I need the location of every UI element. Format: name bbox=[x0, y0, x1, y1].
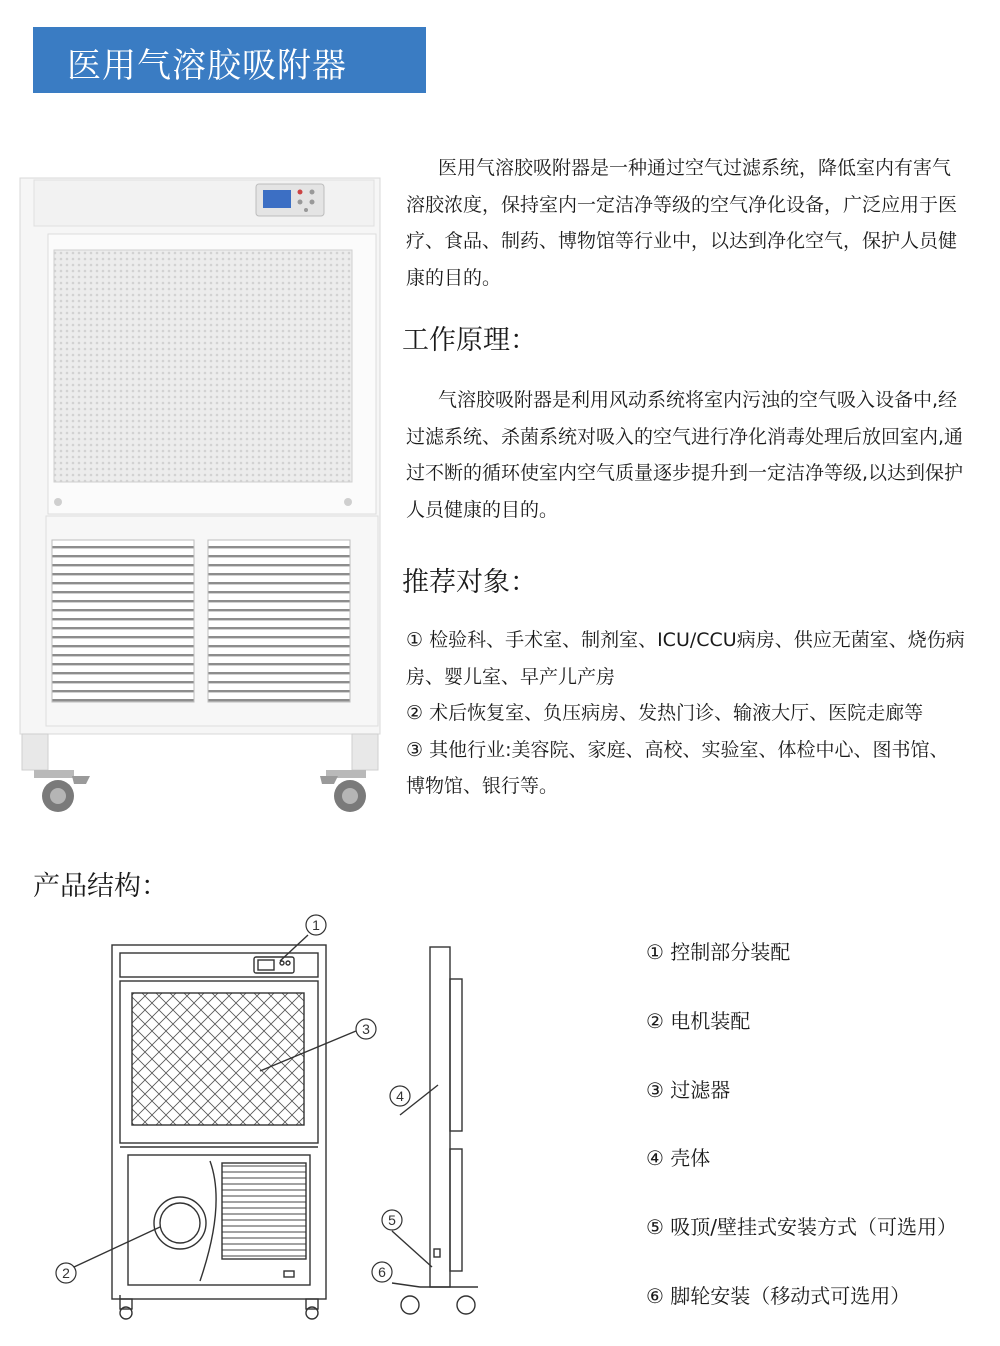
callout-1: 1 bbox=[312, 917, 320, 933]
legend-item-3: ③ 过滤器 bbox=[646, 1078, 731, 1102]
title-banner bbox=[33, 27, 426, 93]
principle-paragraph: 气溶胶吸附器是利用风动系统将室内污浊的空气吸入设备中,经过滤系统、杀菌系统对吸入的空气进行净化消毒处理后放回室内,通过不断的循环使室内空气质量逐步提升到一定洁净等级,以达到保护人员健康的目的。 bbox=[406, 389, 964, 521]
page-title: 医用气溶胶吸附器 bbox=[67, 46, 347, 86]
caster-right bbox=[320, 770, 366, 812]
callout-4: 4 bbox=[396, 1088, 404, 1104]
target-item-3: ③ 其他行业:美容院、家庭、高校、实验室、体检中心、图书馆、博物馆、银行等。 bbox=[406, 738, 949, 797]
targets-heading: 推荐对象： bbox=[402, 567, 537, 598]
targets-list bbox=[406, 622, 966, 805]
side-diagram bbox=[370, 935, 500, 1325]
intro-paragraph: 医用气溶胶吸附器是一种通过空气过滤系统，降低室内有害气溶胶浓度，保持室内一定洁净等级的空气净化设备，广泛应用于医疗、食品、制药、博物馆等行业中，以达到净化空气，保护人员健康的目的。 bbox=[406, 157, 958, 289]
callout-5: 5 bbox=[388, 1212, 396, 1228]
legend-item-5: ⑤ 吸顶/壁挂式安装方式（可选用） bbox=[646, 1215, 958, 1239]
callout-2: 2 bbox=[62, 1265, 70, 1281]
legend-item-4: ④ 壳体 bbox=[646, 1146, 711, 1170]
legend-item-1: ① 控制部分装配 bbox=[646, 940, 791, 964]
front-casters bbox=[120, 1299, 318, 1319]
target-item-2: ② 术后恢复室、负压病房、发热门诊、输液大厅、医院走廊等 bbox=[406, 702, 924, 724]
legend-item-2: ② 电机装配 bbox=[646, 1009, 751, 1033]
callout-3: 3 bbox=[362, 1021, 370, 1037]
product-photo bbox=[16, 172, 388, 822]
callout-6: 6 bbox=[378, 1264, 386, 1280]
front-diagram bbox=[40, 905, 370, 1325]
legend-item-6: ⑥ 脚轮安装（移动式可选用） bbox=[646, 1284, 911, 1308]
control-panel bbox=[256, 184, 324, 216]
caster-left bbox=[34, 770, 90, 812]
structure-legend bbox=[646, 936, 986, 1316]
structure-heading: 产品结构： bbox=[33, 871, 168, 902]
target-item-1: ① 检验科、手术室、制剂室、ICU/CCU病房、供应无菌室、烧伤病房、婴儿室、早产儿产房 bbox=[406, 629, 965, 688]
principle-heading: 工作原理： bbox=[402, 325, 537, 356]
